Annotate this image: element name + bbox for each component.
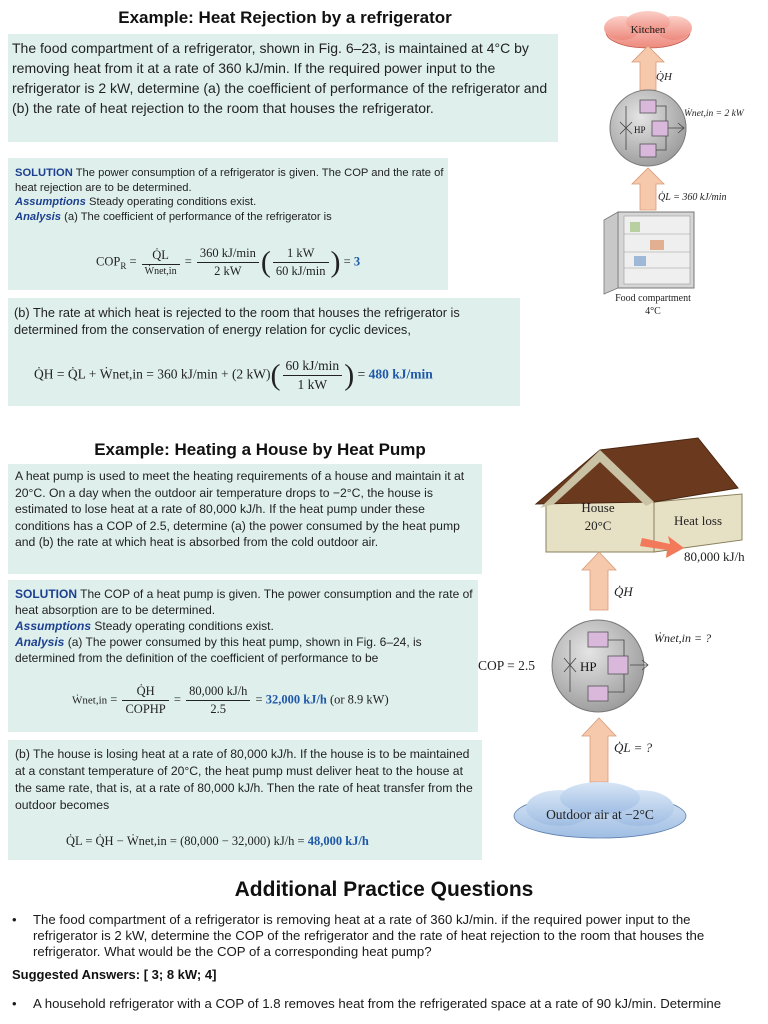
assumptions-keyword: Assumptions <box>15 196 86 209</box>
bullet-icon: • <box>12 912 17 927</box>
eq3-den: COPHP <box>125 702 166 716</box>
analysis-text-2: (a) The power consumed by this heat pump, shown in Fig. 6–24, is determined from the definition of the coefficient of performance to be <box>15 635 422 665</box>
wnet-symbol: Ẇnet,in <box>72 694 108 707</box>
practice-title: Additional Practice Questions <box>234 878 534 901</box>
cop-result: 3 <box>353 254 361 269</box>
compressor-icon <box>652 121 668 136</box>
practice-q1-text: The food compartment of a refrigerator is removing heat at a rate of 360 kJ/min. if the required power input to the refrigerator is 2 kW, determine the COP of the refrigerator and the rate of heat rejection to the room that houses the refrigerator. What would be the COP of a corresponding heat pump? <box>33 912 705 959</box>
hp-label: HP <box>634 125 646 135</box>
qh-label-house: Q̇H <box>614 584 633 599</box>
cop-equation: $COP_R$ = $\frac{Q̇L}{\text{Ẇnet,in}}$ = $\frac{360 kJ/\min}{2 kW}$ ( $\frac{1 kW}{60 kJ/\min}$ ) = 3 <box>96 245 361 279</box>
compressor-icon-2 <box>608 656 628 674</box>
ql-label-house: Q̇L = ? <box>614 740 653 755</box>
eq3-den2: 2.5 <box>210 702 227 716</box>
house-label: House <box>581 500 615 515</box>
example2-problem-text: A heat pump is used to meet the heating requirements of a house and maintain it at 20°C. On a day when the outdoor air temperature drops to −2°C, the house is estimated to lose heat at a rate of 80,000 kJ/h. If the heat pump under these conditions has a COP of 2.5, determine (a) the power consumed by the heat pump and (b) the rate at which heat is absorbed from the cold outdoor air. <box>15 469 465 549</box>
condenser-icon-2 <box>588 632 608 647</box>
example1-partb-text: (b) The rate at which heat is rejected to the room that houses the refrigerator is determined from the conservation of energy relation for cyclic devices, <box>14 305 460 337</box>
power-equation: Ẇnet,in = $\frac{Q̇H}{\text{COPHP}}$ = $\frac{80,000 kJ/h}{2.5}$ = 32,000 kJ/h (or 8.9 kW) <box>72 684 389 716</box>
heat-rejection-result: 480 kJ/min <box>368 366 433 382</box>
eq2-den: 1 kW <box>297 377 328 392</box>
qh-arrow-house <box>582 552 616 610</box>
example2-title: Example: Heating a House by Heat Pump <box>94 440 426 459</box>
ql-label: Q̇L = 360 kJ/min <box>658 192 727 203</box>
example1-solution <box>15 166 445 224</box>
example2-partb-text: (b) The house is losing heat at a rate of 80,000 kJ/h. If the house is to be maintained at a constant temperature of 20°C, the heat pump must deliver heat to the house at the same rate, that is, at a rate of 80,000 kJ/h. Then the rate of heat transfer from the outdoor becomes <box>15 747 473 812</box>
evaporator-icon <box>640 144 656 157</box>
eq-den-wnet: Ẇnet,in <box>144 266 177 277</box>
practice-q2 <box>12 996 752 1024</box>
practice-q1 <box>12 912 752 960</box>
cop-label: COP = 2.5 <box>478 658 535 673</box>
eq3-num2: 80,000 kJ/h <box>186 684 250 701</box>
power-note: (or 8.9 kW) <box>329 692 389 707</box>
house-icon <box>536 438 742 552</box>
hp-label-2: HP <box>580 659 597 674</box>
eq-den-2kw: 2 kW <box>214 264 242 278</box>
solution-text-2: The COP of a heat pump is given. The power consumption and the rate of heat absorption are to be determined. <box>15 587 473 617</box>
food-compartment-label: Food compartment <box>615 293 691 304</box>
heat-absorption-result: 48,000 kJ/h <box>307 834 369 848</box>
ql-arrow <box>632 168 664 210</box>
example2-problem-box <box>8 464 482 574</box>
solution-keyword-2: SOLUTION <box>15 587 77 601</box>
example2-solution-box <box>8 580 478 732</box>
assumptions-keyword-2: Assumptions <box>15 619 92 633</box>
eq-num-1kw: 1 kW <box>273 246 329 263</box>
qh-label: Q̇H <box>656 71 672 83</box>
condenser-icon <box>640 100 656 113</box>
eq-num-360: 360 kJ/min <box>197 246 259 263</box>
eq-den-60: 60 kJ/min <box>275 264 326 278</box>
house-temp-label: 20°C <box>584 518 612 533</box>
qh-arrow <box>632 46 664 90</box>
suggested-answers: Suggested Answers: [ 3; 8 kW; 4] <box>12 967 217 982</box>
example1-solution-box <box>8 158 448 290</box>
power-result: 32,000 kJ/h <box>265 692 327 707</box>
cop-symbol: COP <box>96 254 121 269</box>
eq3-num: Q̇H <box>122 684 168 701</box>
eq2-num: 60 kJ/min <box>283 358 343 376</box>
food-temp-label: 4°C <box>645 306 661 317</box>
eq2-lhs: Q̇H = Q̇L + Ẇnet,in = 360 kJ/min + (2 kW) <box>34 366 271 382</box>
analysis-keyword: Analysis <box>15 210 62 223</box>
cop-subscript: R <box>120 260 127 271</box>
eq-num-ql: Q̇L <box>142 248 180 265</box>
refrigerator-icon <box>604 212 694 294</box>
assumptions-text: Steady operating conditions exist. <box>88 196 257 209</box>
example1-partb-box <box>8 298 520 406</box>
wnet-label-house: Ẇnet,in = ? <box>654 631 712 645</box>
heat-loss-label: Heat loss <box>673 513 723 528</box>
eq4-lhs: Q̇L = Q̇H − Ẇnet,in = (80,000 − 32,000) kJ/h = <box>66 834 305 848</box>
analysis-keyword-2: Analysis <box>15 635 65 649</box>
refrigerator-diagram <box>560 0 768 340</box>
outdoor-air-label: Outdoor air at −2°C <box>546 807 654 822</box>
kitchen-label: Kitchen <box>630 24 666 36</box>
evaporator-icon-2 <box>588 686 608 701</box>
solution-keyword: SOLUTION <box>15 167 73 179</box>
example1-title: Example: Heat Rejection by a refrigerator <box>118 8 452 27</box>
heat-absorption-equation <box>66 834 369 849</box>
example2-solution <box>15 586 477 666</box>
heat-loss-value: 80,000 kJ/h <box>684 549 745 564</box>
ql-arrow-house <box>582 718 616 782</box>
analysis-text: (a) The coefficient of performance of the refrigerator is <box>64 210 332 223</box>
practice-q2-text: A household refrigerator with a COP of 1.8 removes heat from the refrigerated space at a rate of 90 kJ/min. Determine <box>33 996 722 1011</box>
solution-text: The power consumption of a refrigerator is given. The COP and the rate of heat rejection are to be determined. <box>15 167 444 194</box>
assumptions-text-2: Steady operating conditions exist. <box>94 619 274 633</box>
example1-problem-text: The food compartment of a refrigerator, shown in Fig. 6–23, is maintained at 4°C by removing heat from it at a rate of 360 kJ/min. If the required power input to the refrigerator is 2 kW, determine (a) the coefficient of performance of the refrigerator and (b) the rate of heat rejection to the room that houses the refrigerator. <box>12 40 548 116</box>
heat-pump-house-diagram <box>470 430 768 850</box>
example2-partb-box <box>8 740 482 860</box>
example1-problem-box <box>8 34 558 142</box>
wnet-label: Ẇnet,in = 2 kW <box>684 109 744 119</box>
heat-rejection-equation: Q̇H = Q̇L + Ẇnet,in = 360 kJ/min + (2 kW)( $\frac{60 kJ/\min}{1 kW}$ ) = 480 kJ/min <box>34 358 433 392</box>
bullet-icon-2: • <box>12 996 17 1011</box>
